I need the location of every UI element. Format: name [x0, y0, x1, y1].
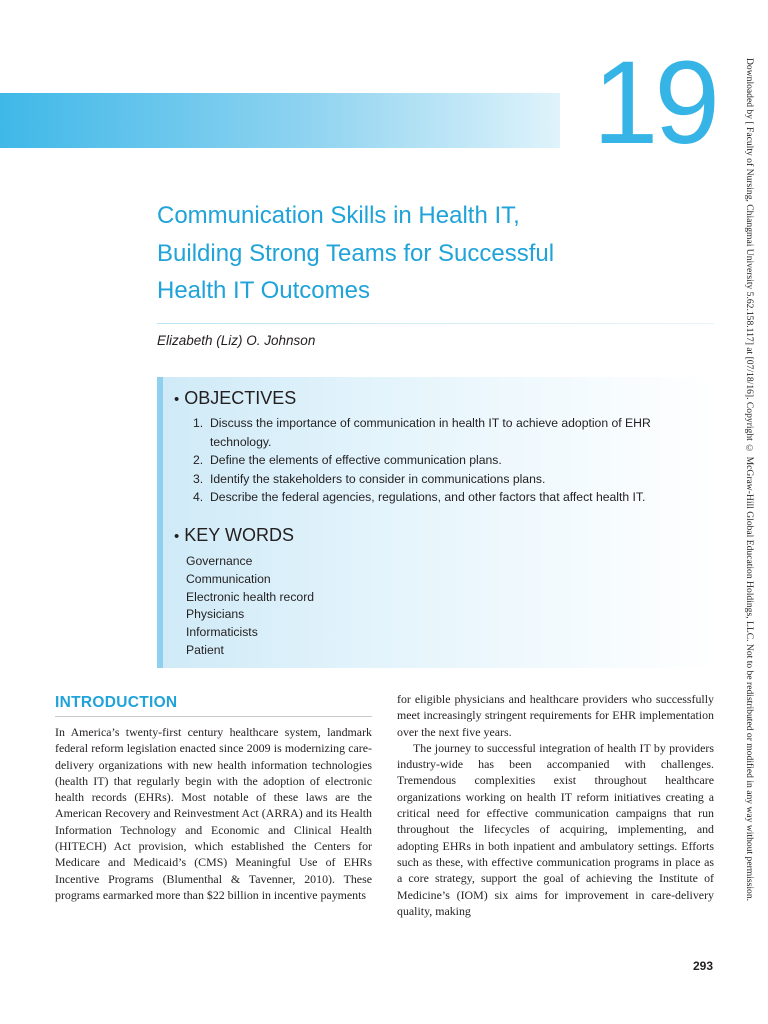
- objective-item: 4. Describe the federal agencies, regulations, and other factors that affect health IT.: [193, 490, 646, 504]
- body-column-right: [397, 691, 714, 919]
- intro-paragraph-2: The journey to successful integration of health IT by providers industry-wide has been accompanied with challenges. Tremendous complexities exist throughout healthcare organizations working on health IT reform initiatives creating a critical need for effective communication campaigns that run throughout the lifecycles of acquiring, implementing, and adopting EHRs in both inpatient and ambulatory settings. Efforts such as these, with effective communication programs in place as a core strategy, support the goal of achieving the Institute of Medicine’s (IOM) six aims for improvement in care-delivery quality, making: [397, 740, 714, 918]
- objective-item: 3. Identify the stakeholders to consider in communications plans.: [193, 471, 546, 486]
- objectives-heading-text: OBJECTIVES: [184, 388, 297, 408]
- keywords-heading: [174, 525, 294, 546]
- page-number: 293: [692, 959, 713, 973]
- objectives-heading: [174, 388, 296, 409]
- copyright-side-notice: Downloaded by [ Faculty of Nursing, Chiangmai University 5.62.158.117] at [07/18/16]. Copyright © McGraw-Hill Global Education Holdings, LLC. Not to be redistributed or modified in any way without permission.: [744, 58, 755, 902]
- keyword-item: Patient: [186, 642, 224, 657]
- body-column-left: [55, 724, 372, 903]
- keyword-item: Governance: [186, 554, 253, 568]
- chapter-title: Communication Skills in Health IT, Building Strong Teams for Successful Health IT Outcomes: [157, 202, 555, 304]
- objective-item: 2. Define the elements of effective communication plans.: [193, 453, 502, 467]
- objectives-list: [193, 414, 683, 507]
- keyword-item: Electronic health record: [186, 589, 315, 604]
- author-name: Elizabeth (Liz) O. Johnson: [157, 333, 316, 348]
- objectives-box-accent-bar: [157, 377, 163, 668]
- intro-paragraph-1: In America’s twenty-first century healthcare system, landmark federal reform legislation enacted since 2009 is modernizing care-delivery organizations with new health information technologies (health IT) that regularly begin with the adoption of electronic health records (EHRs). Most notable of these laws are the American Recovery and Reinvestment Act (ARRA) and its Health Information Technology and Economic and Clinical Health (HITECH) Act provision, which established the Centers for Medicare and Medicaid’s (CMS) Meaningful Use of EHRs Incentive Programs (Blumenthal & Tavenner, 2010). These programs earmarked more than $22 billion in incentive payments: [55, 725, 372, 902]
- keyword-item: Informaticists: [186, 625, 258, 640]
- intro-paragraph-1-continued: for eligible physicians and healthcare providers who successfully meet increasingly stringent requirements for EHR implementation over the next five years.: [397, 692, 714, 739]
- keywords-heading-text: KEY WORDS: [184, 525, 294, 545]
- introduction-heading: INTRODUCTION: [55, 694, 178, 711]
- chapter-number: 19: [592, 37, 716, 169]
- keyword-item: Physicians: [186, 607, 245, 622]
- introduction-divider: [55, 716, 372, 717]
- keywords-list: [186, 553, 314, 660]
- objective-item: 1. Discuss the importance of communication in health IT to achieve adoption of EHR technology.: [193, 416, 651, 449]
- objectives-bullet: •: [174, 391, 180, 408]
- chapter-header-band: [0, 93, 560, 148]
- keywords-bullet: •: [174, 528, 180, 545]
- title-divider: [157, 323, 714, 324]
- keyword-item: Communication: [186, 571, 271, 586]
